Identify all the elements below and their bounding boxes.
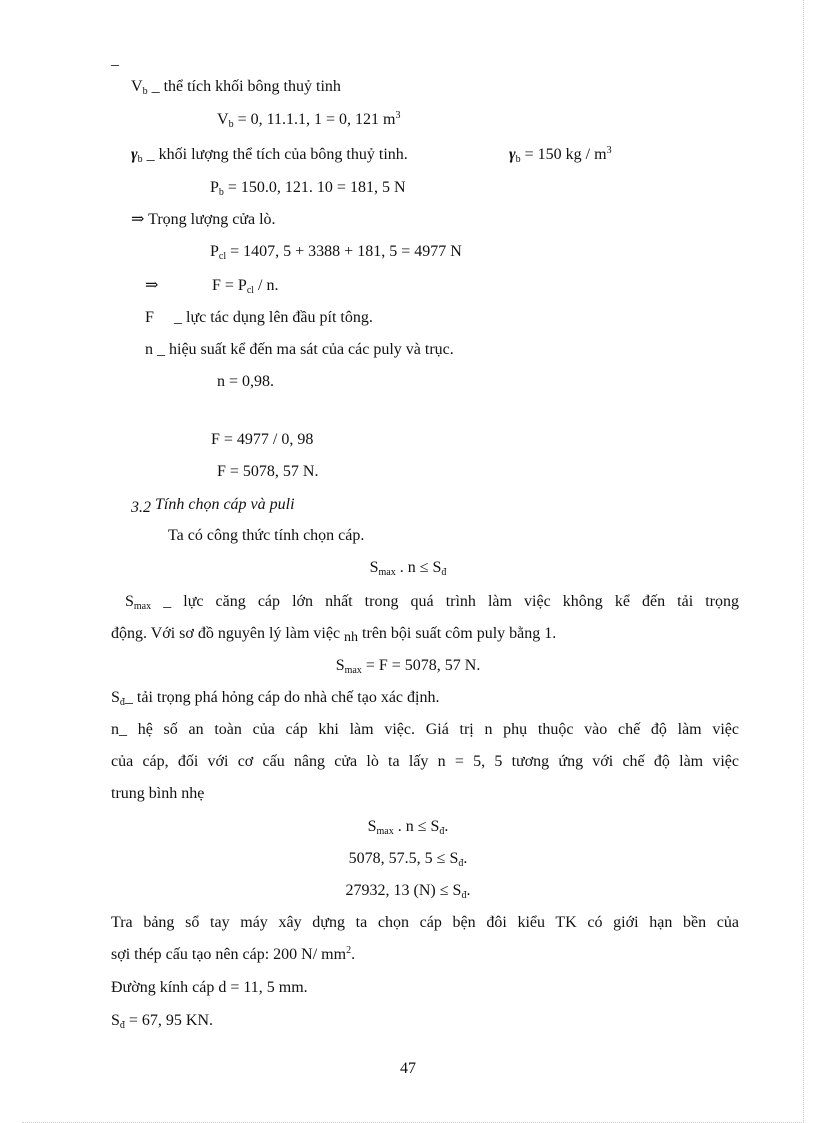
cond4-b: . bbox=[466, 882, 471, 899]
f-calculation: F = 4977 / 0, 98 bbox=[211, 431, 314, 448]
sd-value-sub: đ bbox=[119, 1020, 125, 1031]
sd-definition bbox=[111, 688, 439, 708]
cond3-b: . bbox=[463, 850, 468, 867]
intro-text: Ta có công thức tính chọn cáp. bbox=[168, 527, 365, 544]
cond1-a: S bbox=[369, 559, 379, 576]
cond1-sub1: max bbox=[378, 567, 396, 578]
n-safety-line1: n_ hệ số an toàn của cáp khi làm việc. Giá trị n phụ thuộc vào chế độ làm việc bbox=[111, 721, 739, 738]
cond1-b: . n ≤ S bbox=[395, 559, 442, 576]
section-title: Tính chọn cáp và puli bbox=[155, 496, 295, 513]
sd-value-a: S bbox=[111, 1012, 120, 1029]
condition-3 bbox=[0, 849, 816, 869]
gamma-definition bbox=[131, 145, 408, 165]
condition-4 bbox=[0, 881, 816, 901]
n-safety-line2: của cáp, đối với cơ cấu nâng cửa lò ta lấy n = 5, 5 tương ứng với chế độ làm việc bbox=[111, 753, 739, 770]
table-line2b: . bbox=[351, 946, 356, 963]
f-formula-a: F = P bbox=[212, 277, 247, 294]
smax-definition-line1 bbox=[111, 592, 739, 612]
pb-equation bbox=[210, 178, 406, 198]
vb-label: V bbox=[131, 78, 143, 95]
f-arrow: ⇒ bbox=[145, 277, 159, 294]
f-formula-b: / n. bbox=[254, 277, 279, 294]
pcl-rhs: = 1407, 5 + 3388 + 181, 5 = 4977 N bbox=[226, 243, 462, 260]
vb-equation bbox=[217, 110, 400, 130]
pcl-sub: cl bbox=[218, 251, 227, 262]
sd-value bbox=[111, 1011, 213, 1031]
condition-1 bbox=[0, 558, 816, 578]
cond2-b: . n ≤ S bbox=[393, 818, 440, 835]
vb-definition-text: _ thể tích khối bông thuỷ tinh bbox=[147, 78, 341, 95]
vb-definition bbox=[131, 77, 341, 97]
smax-def-label: S bbox=[125, 593, 134, 610]
f-formula-sub: cl bbox=[246, 285, 255, 296]
smax-eq-sub: max bbox=[344, 665, 362, 676]
vb-eq-sub: b bbox=[228, 119, 234, 130]
vb-label-sub: b bbox=[142, 86, 148, 97]
pb-lhs: P bbox=[210, 179, 219, 196]
cond4-sub: đ bbox=[461, 890, 467, 901]
sd-value-b: = 67, 95 KN. bbox=[124, 1012, 214, 1029]
f-def-label: F bbox=[145, 309, 154, 326]
vb-eq-rhs: = 0, 11.1.1, 1 = 0, 121 m bbox=[233, 111, 396, 128]
section-number: 3.2 bbox=[131, 499, 151, 516]
f-result: F = 5078, 57 N. bbox=[217, 463, 319, 480]
cond1-sub2: đ bbox=[441, 567, 447, 578]
condition-2 bbox=[0, 817, 816, 837]
f-def-text: _ lực tác dụng lên đầu pít tông. bbox=[174, 309, 373, 326]
pcl-equation bbox=[210, 242, 462, 262]
top-dash: _ bbox=[111, 51, 119, 68]
smax-eq-b: = F = 5078, 57 N. bbox=[361, 657, 481, 674]
smax-equation bbox=[0, 656, 816, 676]
trong-luong-line: ⇒ Trọng lượng cửa lò. bbox=[131, 211, 276, 228]
smax-def-line2a: động. Với sơ đồ nguyên lý làm việc bbox=[111, 625, 345, 642]
cond2-a: S bbox=[367, 818, 377, 835]
smax-eq-a: S bbox=[335, 657, 345, 674]
pcl-lhs: P bbox=[210, 243, 219, 260]
table-line1: Tra bảng sổ tay máy xây dựng ta chọn cáp bện đôi kiểu TK có giới hạn bền của bbox=[111, 914, 739, 931]
gamma-definition-text: _ khối lượng thể tích của bông thuỷ tinh. bbox=[142, 146, 408, 163]
gamma-value bbox=[509, 145, 612, 165]
smax-def-sub: max bbox=[133, 601, 152, 612]
sd-def-sub: đ bbox=[119, 697, 125, 708]
cond4-a: 27932, 13 (N) ≤ S bbox=[345, 882, 462, 899]
table-line2-sup: 2 bbox=[346, 945, 352, 956]
table-line2a: sợi thép cấu tạo nên cáp: 200 N/ mm bbox=[111, 946, 347, 963]
gamma-sub: b bbox=[137, 154, 143, 165]
pb-sub: b bbox=[218, 187, 224, 198]
n-safety-line3: trung bình nhẹ bbox=[111, 785, 205, 802]
vb-eq-lhs: V bbox=[217, 111, 229, 128]
vb-eq-sup: 3 bbox=[395, 110, 401, 121]
cond2-sub2: đ bbox=[439, 826, 445, 837]
sd-def-label: S bbox=[111, 689, 120, 706]
gamma2-sub: b bbox=[515, 154, 521, 165]
n-value: n = 0,98. bbox=[217, 373, 275, 390]
smax-definition-line2 bbox=[111, 624, 556, 645]
cond3-a: 5078, 57.5, 5 ≤ S bbox=[348, 850, 459, 867]
cond2-sub1: max bbox=[376, 826, 394, 837]
table-line2 bbox=[111, 945, 355, 965]
cond3-sub: đ bbox=[458, 858, 464, 869]
smax-def-line1: _ lực căng cáp lớn nhất trong quá trình làm việc không kể đến tải trọng bbox=[151, 593, 739, 610]
cond2-c: . bbox=[444, 818, 449, 835]
pb-rhs: = 150.0, 121. 10 = 181, 5 N bbox=[223, 179, 406, 196]
page-number: 47 bbox=[400, 1060, 416, 1077]
n-definition: n _ hiệu suất kể đến ma sát của các puly và trục. bbox=[145, 341, 454, 358]
gamma-value-text: = 150 kg / m bbox=[520, 146, 607, 163]
diameter-line: Đường kính cáp d = 11, 5 mm. bbox=[111, 979, 308, 996]
smax-def-nh: nh bbox=[344, 630, 359, 645]
sd-def-text: _ tải trọng phá hỏng cáp do nhà chế tạo xác định. bbox=[124, 689, 440, 706]
gamma2-symbol: γ bbox=[509, 146, 516, 163]
f-formula bbox=[212, 276, 279, 296]
gamma-value-sup: 3 bbox=[606, 145, 612, 156]
section-heading bbox=[131, 495, 295, 515]
smax-def-line2b: trên bội suất côm puly bằng 1. bbox=[358, 625, 557, 642]
gamma-symbol: γ bbox=[131, 146, 138, 163]
